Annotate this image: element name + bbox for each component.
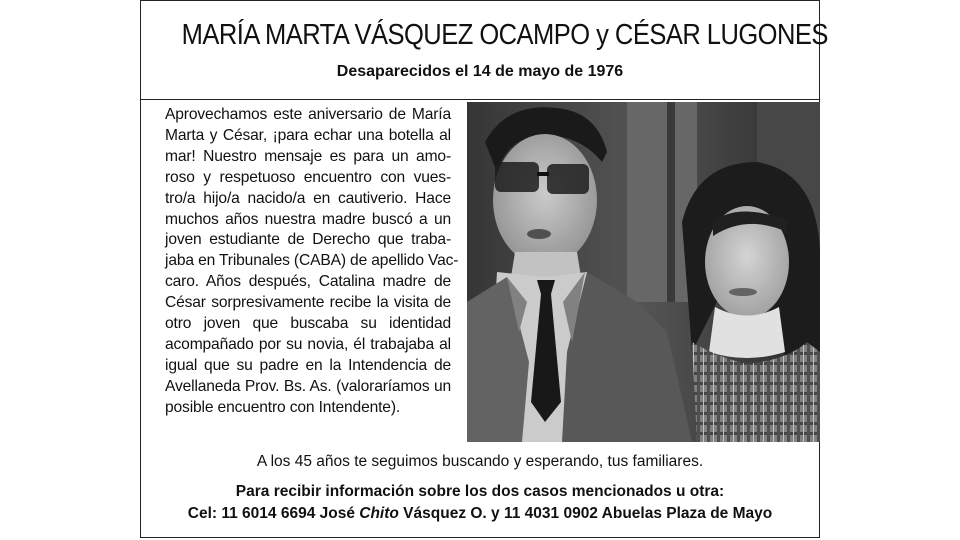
body-line: otro joven que buscaba su identidad xyxy=(165,315,451,333)
body-line: joven estudiante de Derecho que traba- xyxy=(165,231,451,249)
body-line: muchos años nuestra madre buscó a un xyxy=(165,210,451,228)
body-line: acompañado por su novia, él trabajaba al xyxy=(165,335,451,353)
body-line: mar! Nuestro mensaje es para un amo- xyxy=(165,147,451,165)
body-line: Avellaneda Prov. Bs. As. (valoraríamos un xyxy=(165,377,451,395)
body-line: igual que su padre en la Intendencia de xyxy=(165,356,451,374)
notice-body xyxy=(165,105,459,419)
contact-phone-2: Vásquez O. y 11 4031 0902 Abuelas Plaza de Mayo xyxy=(398,505,773,522)
closing-message: A los 45 años te seguimos buscando y esperando, tus familiares. xyxy=(256,453,704,470)
body-line: César sorpresivamente recibe la visita de xyxy=(165,294,451,312)
body-line: jaba en Tribunales (CABA) de apellido Vac- xyxy=(165,252,459,270)
body-line: tro/a hijo/a nacido/a en cautiverio. Hace xyxy=(165,189,451,207)
contact-nickname: Chito xyxy=(359,505,399,522)
contact-intro: Para recibir información sobre los dos casos mencionados u otra: xyxy=(235,483,725,500)
notice-title: MARÍA MARTA VÁSQUEZ OCAMPO y CÉSAR LUGONES xyxy=(181,19,828,51)
memorial-notice xyxy=(140,0,828,538)
body-line: posible encuentro con Intendente). xyxy=(165,398,401,416)
contact-phone-1: Cel: 11 6014 6694 José xyxy=(187,505,360,522)
body-line: Marta y César, ¡para echar una botella al xyxy=(165,126,451,144)
body-line: Aprovechamos este aniversario de María xyxy=(165,106,451,123)
body-line: caro. Años después, Catalina madre de xyxy=(165,273,451,291)
notice-subtitle: Desaparecidos el 14 de mayo de 1976 xyxy=(336,63,624,80)
couple-photo xyxy=(467,102,820,442)
body-line: roso y respetuoso encuentro con vues- xyxy=(165,168,451,186)
notice-header xyxy=(141,1,828,100)
contact-details xyxy=(141,505,819,523)
